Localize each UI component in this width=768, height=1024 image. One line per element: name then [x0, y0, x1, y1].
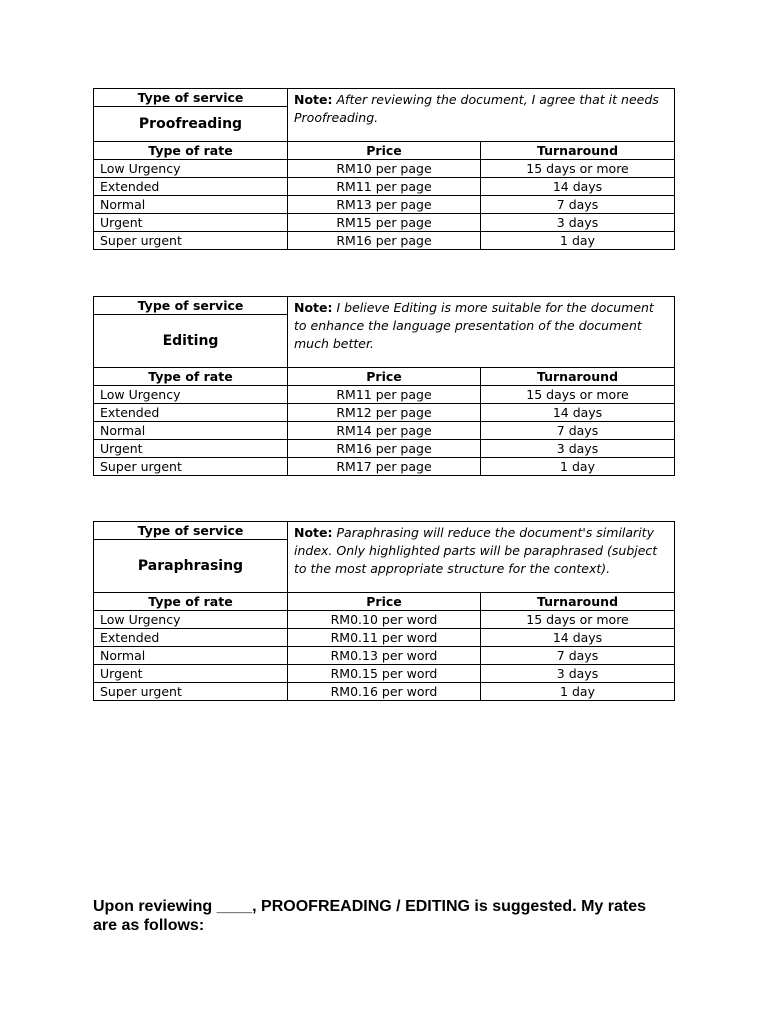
- header-turnaround: Turnaround: [481, 593, 675, 611]
- rate-type-cell: Super urgent: [94, 683, 288, 701]
- price-cell: RM0.10 per word: [288, 611, 481, 629]
- column-header-row: [94, 368, 675, 386]
- turnaround-cell: 7 days: [481, 422, 675, 440]
- note-label: Note:: [294, 300, 333, 315]
- note-label: Note:: [294, 525, 333, 540]
- header-price: Price: [288, 368, 481, 386]
- rate-type-cell: Urgent: [94, 440, 288, 458]
- price-cell: RM10 per page: [288, 160, 481, 178]
- price-cell: RM13 per page: [288, 196, 481, 214]
- footer-suggestion-text: Upon reviewing ____, PROOFREADING / EDITING is suggested. My rates are as follows:: [93, 898, 647, 934]
- table-row: [94, 214, 675, 232]
- header-turnaround: Turnaround: [481, 142, 675, 160]
- price-cell: RM0.11 per word: [288, 629, 481, 647]
- header-price: Price: [288, 142, 481, 160]
- price-cell: RM0.16 per word: [288, 683, 481, 701]
- table-row: [94, 178, 675, 196]
- table-row: [94, 404, 675, 422]
- service-note: [288, 297, 675, 368]
- rate-type-cell: Low Urgency: [94, 386, 288, 404]
- note-label: Note:: [294, 92, 333, 107]
- price-cell: RM11 per page: [288, 178, 481, 196]
- turnaround-cell: 14 days: [481, 629, 675, 647]
- price-cell: RM17 per page: [288, 458, 481, 476]
- turnaround-cell: 1 day: [481, 683, 675, 701]
- service-header-row: [94, 89, 675, 107]
- service-name: Proofreading: [94, 107, 288, 142]
- table-row: [94, 160, 675, 178]
- price-cell: RM0.13 per word: [288, 647, 481, 665]
- rate-type-cell: Low Urgency: [94, 160, 288, 178]
- turnaround-cell: 1 day: [481, 232, 675, 250]
- service-note: [288, 522, 675, 593]
- rate-type-cell: Extended: [94, 404, 288, 422]
- header-type-of-rate: Type of rate: [94, 142, 288, 160]
- service-name: Editing: [94, 315, 288, 368]
- proofreading-rate-table: [93, 88, 675, 250]
- turnaround-cell: 15 days or more: [481, 160, 675, 178]
- rate-type-cell: Normal: [94, 422, 288, 440]
- rate-type-cell: Urgent: [94, 214, 288, 232]
- table-row: [94, 665, 675, 683]
- table-row: [94, 647, 675, 665]
- price-cell: RM0.15 per word: [288, 665, 481, 683]
- price-cell: RM12 per page: [288, 404, 481, 422]
- column-header-row: [94, 142, 675, 160]
- turnaround-cell: 14 days: [481, 178, 675, 196]
- table-row: [94, 683, 675, 701]
- type-of-service-label: Type of service: [94, 522, 288, 540]
- rate-type-cell: Normal: [94, 647, 288, 665]
- rate-type-cell: Urgent: [94, 665, 288, 683]
- turnaround-cell: 15 days or more: [481, 611, 675, 629]
- type-of-service-label: Type of service: [94, 89, 288, 107]
- service-header-row: [94, 522, 675, 540]
- price-cell: RM16 per page: [288, 440, 481, 458]
- turnaround-cell: 7 days: [481, 647, 675, 665]
- table-row: [94, 440, 675, 458]
- turnaround-cell: 3 days: [481, 440, 675, 458]
- editing-rate-table: [93, 296, 675, 476]
- turnaround-cell: 15 days or more: [481, 386, 675, 404]
- header-turnaround: Turnaround: [481, 368, 675, 386]
- turnaround-cell: 1 day: [481, 458, 675, 476]
- price-cell: RM16 per page: [288, 232, 481, 250]
- price-cell: RM14 per page: [288, 422, 481, 440]
- turnaround-cell: 3 days: [481, 214, 675, 232]
- turnaround-cell: 3 days: [481, 665, 675, 683]
- note-text: Paraphrasing will reduce the document's similarity index. Only highlighted parts will be paraphrased (subject to the most appropriate structure for the context).: [294, 525, 658, 576]
- table-row: [94, 232, 675, 250]
- header-type-of-rate: Type of rate: [94, 593, 288, 611]
- table-row: [94, 386, 675, 404]
- rate-type-cell: Extended: [94, 178, 288, 196]
- table-row: [94, 422, 675, 440]
- rate-type-cell: Super urgent: [94, 458, 288, 476]
- rate-type-cell: Low Urgency: [94, 611, 288, 629]
- price-cell: RM11 per page: [288, 386, 481, 404]
- turnaround-cell: 7 days: [481, 196, 675, 214]
- rate-type-cell: Normal: [94, 196, 288, 214]
- service-name: Paraphrasing: [94, 540, 288, 593]
- price-cell: RM15 per page: [288, 214, 481, 232]
- service-header-row: [94, 297, 675, 315]
- rate-type-cell: Super urgent: [94, 232, 288, 250]
- turnaround-cell: 14 days: [481, 404, 675, 422]
- table-row: [94, 458, 675, 476]
- rate-type-cell: Extended: [94, 629, 288, 647]
- table-row: [94, 611, 675, 629]
- note-text: I believe Editing is more suitable for the document to enhance the language presentation of the document much better.: [294, 300, 654, 351]
- table-row: [94, 629, 675, 647]
- header-price: Price: [288, 593, 481, 611]
- header-type-of-rate: Type of rate: [94, 368, 288, 386]
- table-row: [94, 196, 675, 214]
- column-header-row: [94, 593, 675, 611]
- note-text: After reviewing the document, I agree that it needs Proofreading.: [294, 92, 659, 125]
- paraphrasing-rate-table: [93, 521, 675, 701]
- type-of-service-label: Type of service: [94, 297, 288, 315]
- service-note: [288, 89, 675, 142]
